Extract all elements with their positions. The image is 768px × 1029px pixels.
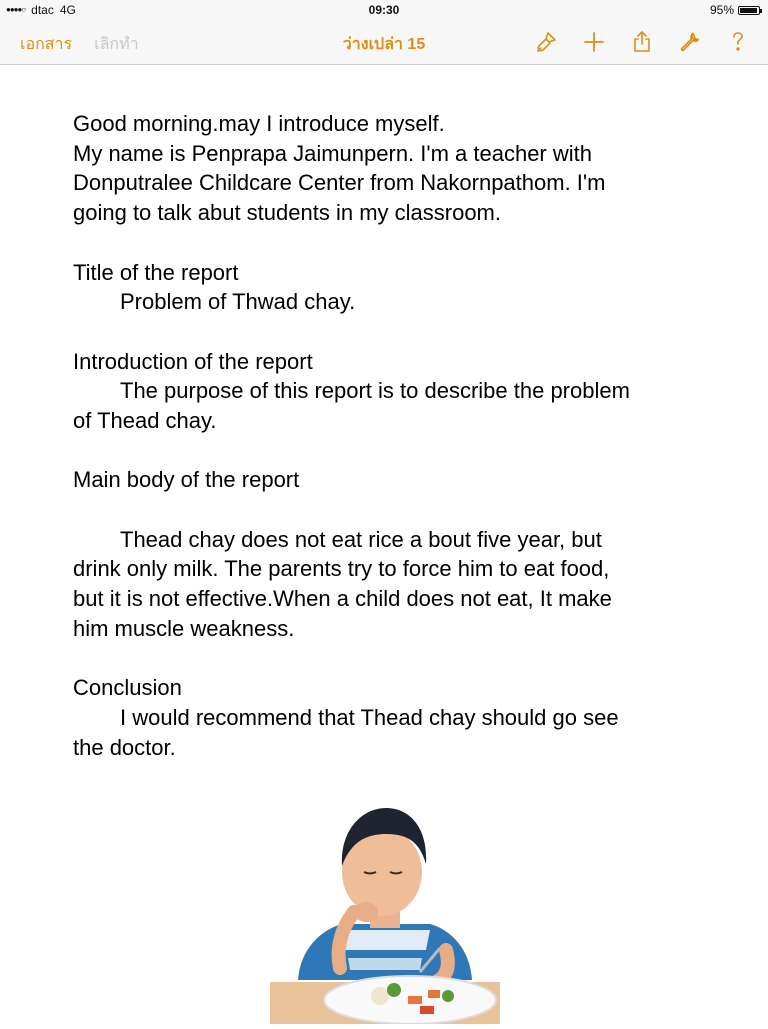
intro-line: My name is Penprapa Jaimunpern. I'm a teacher with	[73, 140, 592, 166]
status-time: 09:30	[368, 3, 400, 17]
conclusion-line: the doctor.	[73, 734, 176, 760]
title-text: Problem of Thwad chay.	[120, 289, 356, 315]
status-right	[710, 3, 760, 17]
introduction-line: The purpose of this report is to describe the problem	[120, 378, 630, 404]
blank-line	[73, 228, 713, 258]
carrot	[408, 996, 422, 1004]
toolbar-icons	[532, 28, 752, 56]
wrench-icon[interactable]	[676, 28, 704, 56]
broccoli	[387, 983, 401, 997]
body-line: but it is not effective.When a child does not eat, It make	[73, 586, 612, 612]
status-bar	[0, 0, 768, 20]
share-icon[interactable]	[628, 28, 656, 56]
child-eating-photo[interactable]	[270, 800, 500, 1024]
documents-button[interactable]: เอกสาร	[20, 36, 73, 53]
document-body[interactable]	[73, 109, 713, 762]
introduction-heading: Introduction of the report	[73, 348, 313, 374]
blank-line	[73, 436, 713, 466]
battery-percent: 95%	[709, 3, 734, 17]
plus-icon[interactable]	[580, 28, 608, 56]
child-eating-illustration	[270, 800, 500, 1024]
help-icon[interactable]	[724, 28, 752, 56]
intro-line: Good morning.may I introduce myself.	[73, 111, 445, 136]
intro-line: Donputralee Childcare Center from Nakornpathom. I'm	[73, 170, 606, 196]
broccoli	[442, 990, 454, 1002]
document-title[interactable]: ว่างเปล่า 15	[342, 36, 426, 53]
toolbar	[0, 20, 768, 65]
conclusion-line: I would recommend that Thead chay should go see	[120, 704, 619, 730]
body-line: drink only milk. The parents try to force him to eat food,	[73, 556, 610, 582]
carrot	[428, 990, 440, 998]
battery-level-fill	[740, 8, 757, 13]
shirt-stripe	[348, 958, 422, 970]
title-heading: Title of the report	[73, 259, 239, 285]
battery-icon	[738, 6, 760, 15]
brush-icon[interactable]	[532, 28, 560, 56]
blank-line	[73, 644, 713, 674]
tomato	[420, 1006, 434, 1014]
blank-line	[73, 317, 713, 347]
conclusion-heading: Conclusion	[73, 675, 182, 701]
body-line: Thead chay does not eat rice a bout five year, but	[120, 526, 602, 552]
shirt-stripe	[340, 930, 430, 950]
blank-line	[73, 495, 713, 525]
body-heading: Main body of the report	[73, 467, 300, 493]
signal-strength-icon: ●●●●○	[6, 4, 26, 14]
intro-line: going to talk abut students in my classroom.	[73, 200, 501, 226]
body-line: him muscle weakness.	[73, 615, 295, 641]
network-type: 4G	[59, 3, 76, 17]
undo-button[interactable]: เลิกทำ	[94, 36, 139, 53]
introduction-line: of Thead chay.	[73, 408, 217, 433]
carrier-name: dtac	[31, 3, 54, 17]
rice	[371, 987, 389, 1005]
